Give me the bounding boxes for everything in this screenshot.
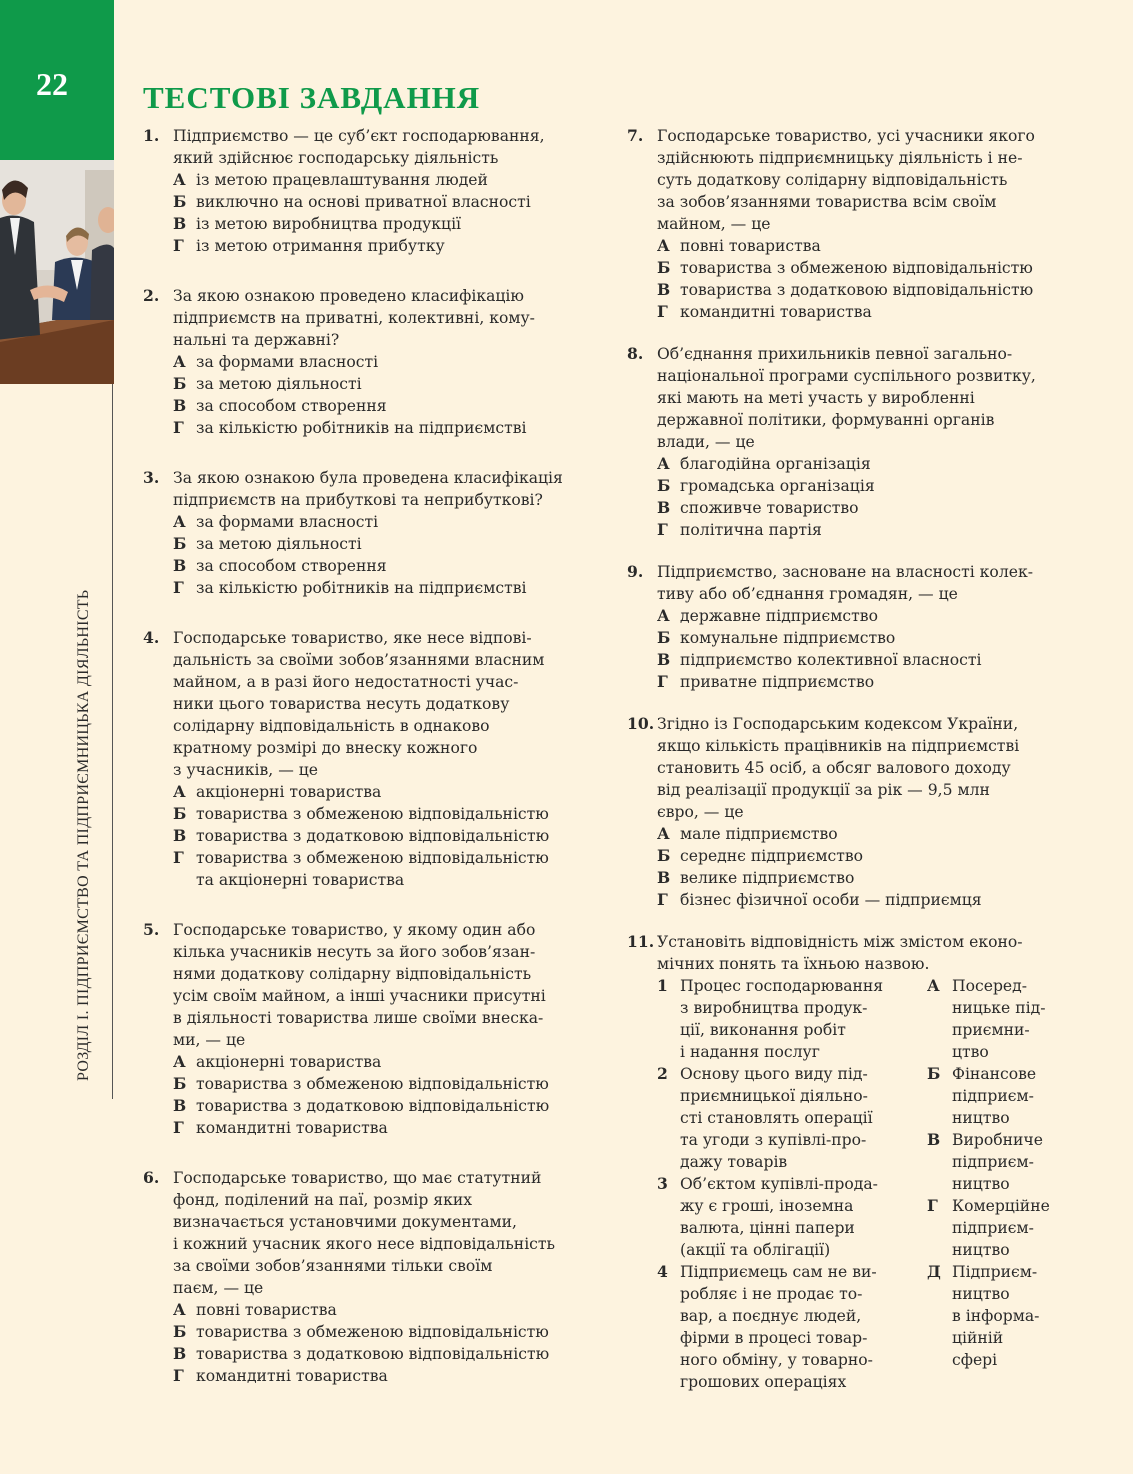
option-text: товариства з обмеженою відповідальністю — [680, 259, 1033, 277]
option-text: товариства з додатковою відповідальністю — [680, 281, 1034, 299]
answer-option[interactable] — [657, 605, 1067, 627]
answer-option[interactable] — [657, 649, 1067, 671]
answer-option[interactable] — [173, 555, 583, 577]
business-meeting-photo — [0, 160, 114, 384]
option-letter: А — [173, 512, 186, 531]
answer-option[interactable] — [173, 395, 583, 417]
option-letter: Г — [173, 848, 184, 867]
answer-text: Підприєм- ництво в інформа- ційній сфері — [952, 1263, 1040, 1369]
option-letter: Г — [173, 578, 184, 597]
question-text: За якою ознакою проведено класифікацію підприємств на приватні, колективні, кому- нальні та державні? — [173, 287, 535, 349]
matching-item[interactable] — [657, 1173, 907, 1261]
answer-option[interactable] — [173, 1073, 583, 1095]
item-number: 2 — [657, 1064, 668, 1083]
option-text: середнє підприємство — [680, 847, 863, 865]
answer-option[interactable] — [657, 845, 1067, 867]
question — [143, 919, 583, 1139]
option-text: мале підприємство — [680, 825, 838, 843]
question-text: Об’єднання прихильників певної загально- національної програми суспільного розвитку, які мають на меті участь у виробленні державної політики, формуванні органів влади, — це — [657, 345, 1036, 451]
option-text: благодійна організація — [680, 455, 871, 473]
answer-option[interactable] — [173, 417, 583, 439]
option-text: бізнес фізичної особи — підприємця — [680, 891, 982, 909]
option-letter: А — [657, 824, 670, 843]
question-text: Господарське товариство, яке несе відпові- дальність за своїми зобов’язаннями власним майном, а в разі його недостатності учас- ники цього товариства несуть додаткову солідарну відповідальність в однаково кратному розмірі до внеску кожного з учасників, — це — [173, 629, 545, 779]
answer-option[interactable] — [173, 213, 583, 235]
item-number: 4 — [657, 1262, 668, 1281]
option-text: виключно на основі приватної власності — [196, 193, 531, 211]
left-column — [143, 125, 583, 1387]
option-letter: В — [173, 1096, 187, 1115]
option-text: за метою діяльності — [196, 375, 362, 393]
option-text: за метою діяльності — [196, 535, 362, 553]
option-text: командитні товариства — [196, 1367, 388, 1385]
item-number: 1 — [657, 976, 668, 995]
option-letter: А — [657, 454, 670, 473]
answer-option[interactable] — [173, 781, 583, 803]
option-letter: Г — [173, 418, 184, 437]
answer-option[interactable] — [657, 257, 1067, 279]
option-letter: В — [173, 826, 187, 845]
option-text: товариства з обмеженою відповідальністю та акціонерні товариства — [196, 849, 549, 889]
matching-item[interactable] — [657, 1261, 907, 1393]
question-number: 5. — [143, 920, 160, 939]
question-text: Господарське товариство, що має статутний фонд, поділений на паї, розмір яких визначається установчими документами, і кожний учасник якого несе відповідальність за своїми зобов’язаннями тільки своїм паєм, — це — [173, 1169, 556, 1297]
answer-option[interactable] — [657, 671, 1067, 693]
option-letter: В — [657, 280, 671, 299]
answer-option[interactable] — [657, 627, 1067, 649]
answer-option[interactable] — [173, 825, 583, 847]
question — [143, 627, 583, 891]
option-text: акціонерні товариства — [196, 783, 382, 801]
option-letter: А — [173, 1052, 186, 1071]
question-number: 6. — [143, 1168, 160, 1187]
answer-option[interactable] — [657, 301, 1067, 323]
question — [143, 467, 583, 599]
option-letter: Г — [657, 520, 668, 539]
option-letter: Г — [657, 890, 668, 909]
option-text: командитні товариства — [196, 1119, 388, 1137]
matching-item[interactable] — [657, 1063, 907, 1173]
option-letter: А — [173, 352, 186, 371]
item-text: Основу цього виду під- приємницької діяльно- сті становлять операції та угоди з купівлі-про- дажу товарів — [680, 1065, 873, 1171]
question — [627, 561, 1067, 693]
option-text: із метою виробництва продукції — [196, 215, 462, 233]
question — [627, 713, 1067, 911]
option-letter: А — [173, 1300, 186, 1319]
option-letter: Г — [657, 672, 668, 691]
matching-answer[interactable] — [927, 1063, 1067, 1129]
answer-option[interactable] — [173, 577, 583, 599]
option-letter: В — [173, 556, 187, 575]
answer-option[interactable] — [657, 453, 1067, 475]
question-text: Господарське товариство, усі учасники якого здійснюють підприємницьку діяльність і не- суть додаткову солідарну відповідальність за зобов’язаннями товариства всім своїм майном, — це — [657, 127, 1035, 233]
matching-answer[interactable] — [927, 975, 1067, 1063]
answer-option[interactable] — [173, 235, 583, 257]
item-text: Об’єктом купівлі-прода- жу є гроші, іноземна валюта, цінні папери (акції та облігації) — [680, 1175, 878, 1259]
answer-option[interactable] — [173, 803, 583, 825]
option-text: товариства з обмеженою відповідальністю — [196, 1323, 549, 1341]
question-number: 10. — [627, 714, 655, 733]
answer-option[interactable] — [173, 1051, 583, 1073]
option-text: за способом створення — [196, 557, 387, 575]
question-matching — [627, 931, 1067, 975]
section-title: РОЗДІЛ I. ПІДПРИЄМСТВО ТА ПІДПРИЄМНИЦЬКА ДІЯЛЬНІСТЬ — [75, 589, 92, 1081]
answer-letter: Б — [927, 1064, 941, 1083]
answer-option[interactable] — [657, 475, 1067, 497]
answer-option[interactable] — [657, 279, 1067, 301]
question-text: Згідно із Господарським кодексом України, якщо кількість працівників на підприємстві становить 45 осіб, а обсяг валового доходу від реалізації продукції за рік — 9,5 млн євро, — це — [657, 715, 1020, 821]
option-letter: Б — [657, 476, 671, 495]
option-letter: В — [173, 396, 187, 415]
answer-option[interactable] — [173, 1299, 583, 1321]
question-number: 11. — [627, 932, 655, 951]
question-text: Господарське товариство, у якому один або кілька учасників несуть за його зобов’язан- нями додаткову солідарну відповідальність усім своїм майном, а інші учасники присутні в діяльності товариства лише своїми внеска- ми, — це — [173, 921, 546, 1049]
answer-text: Посеред- ницьке під- приємни- цтво — [952, 977, 1046, 1061]
option-letter: В — [657, 868, 671, 887]
question-text: Підприємство — це суб’єкт господарювання, який здійснює господарську діяльність — [173, 127, 545, 167]
answer-option[interactable] — [657, 889, 1067, 911]
option-text: повні товариства — [196, 1301, 337, 1319]
answer-option[interactable] — [173, 169, 583, 191]
answer-text: Виробниче підприєм- ництво — [952, 1131, 1043, 1193]
option-text: за кількістю робітників на підприємстві — [196, 579, 527, 597]
answer-option[interactable] — [173, 511, 583, 533]
answer-text: Фінансове підприєм- ництво — [952, 1065, 1037, 1127]
option-letter: Г — [173, 1118, 184, 1137]
matching-answer[interactable] — [927, 1195, 1067, 1261]
option-text: командитні товариства — [680, 303, 872, 321]
option-text: державне підприємство — [680, 607, 878, 625]
question-number: 2. — [143, 286, 160, 305]
question — [627, 343, 1067, 541]
option-letter: А — [173, 782, 186, 801]
answer-option[interactable] — [173, 1321, 583, 1343]
answer-option[interactable] — [657, 497, 1067, 519]
question — [143, 285, 583, 439]
answer-letter: Г — [927, 1196, 938, 1215]
matching-answer[interactable] — [927, 1129, 1067, 1195]
option-letter: Г — [173, 1366, 184, 1385]
question-number: 3. — [143, 468, 160, 487]
answer-option[interactable] — [657, 823, 1067, 845]
option-text: за формами власності — [196, 353, 379, 371]
matching-left-list — [657, 975, 907, 1393]
option-letter: А — [657, 606, 670, 625]
option-letter: Б — [173, 1074, 187, 1093]
option-letter: Б — [173, 534, 187, 553]
option-text: товариства з додатковою відповідальністю — [196, 827, 550, 845]
answer-option[interactable] — [173, 1117, 583, 1139]
option-letter: В — [657, 650, 671, 669]
option-letter: Б — [173, 192, 187, 211]
item-number: 3 — [657, 1174, 668, 1193]
option-text: громадська організація — [680, 477, 875, 495]
question-number: 8. — [627, 344, 644, 363]
option-text: за способом створення — [196, 397, 387, 415]
option-text: за кількістю робітників на підприємстві — [196, 419, 527, 437]
item-text: Підприємець сам не ви- робляє і не продає то- вар, а поєднує людей, фірми в процесі товар- ного обміну, у товарно- грошових операціях — [680, 1263, 877, 1391]
option-letter: Б — [657, 628, 671, 647]
answer-option[interactable] — [173, 847, 583, 891]
option-letter: Б — [173, 374, 187, 393]
option-letter: Б — [657, 258, 671, 277]
option-text: споживче товариство — [680, 499, 859, 517]
answer-option[interactable] — [173, 533, 583, 555]
option-letter: Г — [173, 236, 184, 255]
answer-letter: В — [927, 1130, 941, 1149]
question — [143, 125, 583, 257]
option-text: товариства з додатковою відповідальністю — [196, 1345, 550, 1363]
option-text: товариства з обмеженою відповідальністю — [196, 805, 549, 823]
answer-option[interactable] — [657, 519, 1067, 541]
option-text: приватне підприємство — [680, 673, 875, 691]
option-letter: Б — [173, 1322, 187, 1341]
option-letter: А — [657, 236, 670, 255]
question-number: 9. — [627, 562, 644, 581]
question-number: 7. — [627, 126, 644, 145]
answer-option[interactable] — [173, 351, 583, 373]
matching-right-list — [927, 975, 1067, 1371]
option-letter: В — [173, 1344, 187, 1363]
option-text: комунальне підприємство — [680, 629, 896, 647]
question-number: 4. — [143, 628, 160, 647]
answer-option[interactable] — [657, 867, 1067, 889]
option-letter: В — [173, 214, 187, 233]
question-text: Підприємство, засноване на власності колек- тиву або об’єднання громадян, — це — [657, 563, 1033, 603]
option-text: політична партія — [680, 521, 822, 539]
answer-letter: Д — [927, 1262, 941, 1281]
option-text: товариства з додатковою відповідальністю — [196, 1097, 550, 1115]
option-letter: А — [173, 170, 186, 189]
option-text: із метою працевлаштування людей — [196, 171, 488, 189]
page-number: 22 — [36, 66, 68, 102]
option-text: товариства з обмеженою відповідальністю — [196, 1075, 549, 1093]
matching-item[interactable] — [657, 975, 907, 1063]
question-number: 1. — [143, 126, 160, 145]
answer-option[interactable] — [173, 1095, 583, 1117]
question — [143, 1167, 583, 1387]
answer-option[interactable] — [173, 1365, 583, 1387]
answer-letter: А — [927, 976, 940, 995]
answer-option[interactable] — [657, 235, 1067, 257]
option-text: повні товариства — [680, 237, 821, 255]
answer-text: Комерційне підприєм- ництво — [952, 1197, 1050, 1259]
side-divider — [112, 384, 113, 1099]
option-letter: Б — [173, 804, 187, 823]
option-letter: Г — [657, 302, 668, 321]
answer-option[interactable] — [173, 191, 583, 213]
question-text: За якою ознакою була проведена класифікація підприємств на прибуткові та неприбуткові? — [173, 469, 563, 509]
page-title: ТЕСТОВІ ЗАВДАННЯ — [143, 80, 481, 115]
option-text: підприємство колективної власності — [680, 651, 982, 669]
option-text: акціонерні товариства — [196, 1053, 382, 1071]
option-text: із метою отримання прибутку — [196, 237, 445, 255]
option-text: велике підприємство — [680, 869, 855, 887]
matching-answer[interactable] — [927, 1261, 1067, 1371]
option-letter: Б — [657, 846, 671, 865]
question — [627, 125, 1067, 323]
option-letter: В — [657, 498, 671, 517]
question-text: Установіть відповідність між змістом еконо- мічних понять та їхньою назвою. — [657, 933, 1023, 973]
answer-option[interactable] — [173, 1343, 583, 1365]
answer-option[interactable] — [173, 373, 583, 395]
right-column — [627, 125, 1067, 1391]
item-text: Процес господарювання з виробництва продук- ції, виконання робіт і надання послуг — [680, 977, 884, 1061]
option-text: за формами власності — [196, 513, 379, 531]
